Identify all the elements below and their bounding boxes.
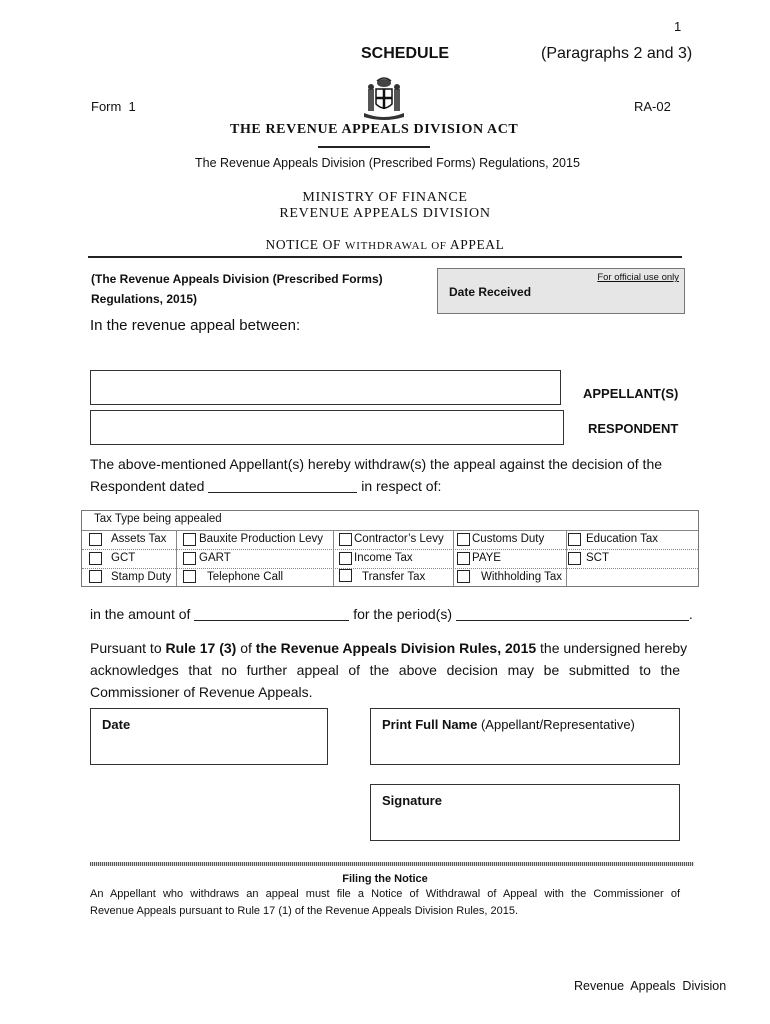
gct-checkbox[interactable]: [89, 552, 102, 565]
footer-label: Revenue Appeals Division: [574, 979, 727, 993]
paragraphs-ref: (Paragraphs 2 and 3): [541, 45, 693, 62]
act-title: THE REVENUE APPEALS DIVISION ACT: [230, 122, 519, 137]
notice-part-4: APPEAL: [449, 237, 505, 252]
pursuant-line-3: Commissioner of Revenue Appeals.: [90, 684, 313, 700]
period-label: for the period(s): [353, 606, 453, 622]
form-code: RA-02: [634, 99, 671, 114]
withdraw-text-2: [90, 478, 441, 494]
schedule-heading: SCHEDULE: [361, 45, 450, 62]
stamp-duty-label: Stamp Duty: [111, 571, 172, 583]
amount-period-line: [90, 606, 693, 622]
date-label: Date: [102, 717, 131, 732]
period-end: .: [688, 606, 693, 622]
page-number: 1: [674, 19, 682, 34]
appellant-label: APPELLANT(S): [583, 386, 679, 401]
paye-checkbox[interactable]: [457, 552, 470, 565]
tax-type-header: Tax Type being appealed: [94, 513, 222, 525]
table-col-1: [176, 530, 177, 586]
division: REVENUE APPEALS DIVISION: [279, 206, 491, 221]
pursuant-rule: Rule 17 (3): [165, 640, 237, 656]
print-name-sub: (Appellant/Representative): [477, 717, 635, 732]
filing-line-1: An Appellant who withdraws an appeal must file a Notice of Withdrawal of Appeal with the Commissioner of: [90, 888, 680, 900]
between-label: In the revenue appeal between:: [90, 317, 301, 334]
act-title-rule: [318, 146, 430, 148]
telephone-call-label: Telephone Call: [207, 571, 284, 583]
regulations-ref-1: (The Revenue Appeals Division (Prescribed Forms): [91, 272, 383, 286]
transfer-tax-checkbox[interactable]: [339, 569, 352, 582]
bauxite-levy-label: Bauxite Production Levy: [199, 533, 324, 545]
form-label: Form 1: [91, 99, 136, 114]
contractors-levy-checkbox[interactable]: [339, 533, 352, 546]
pursuant-rules-name: the Revenue Appeals Division Rules, 2015: [255, 640, 537, 656]
amount-label: in the amount of: [90, 606, 191, 622]
table-col-3: [453, 530, 454, 586]
amount-blank[interactable]: [194, 606, 349, 621]
notice-part-3: OF: [427, 240, 450, 252]
regulations-line: The Revenue Appeals Division (Prescribed Forms) Regulations, 2015: [195, 156, 580, 170]
contractors-levy-label: Contractor’s Levy: [354, 533, 444, 545]
assets-tax-label: Assets Tax: [111, 533, 167, 545]
filing-rule: [90, 862, 694, 866]
pursuant-line-2: acknowledges that no further appeal of the above decision may be submitted to the: [90, 662, 680, 678]
in-respect-of-label: in respect of:: [361, 478, 442, 494]
gart-checkbox[interactable]: [183, 552, 196, 565]
sct-checkbox[interactable]: [568, 552, 581, 565]
sct-label: SCT: [586, 552, 609, 564]
education-tax-checkbox[interactable]: [568, 533, 581, 546]
pursuant-line-1: [90, 640, 688, 656]
pursuant-a: Pursuant to: [90, 640, 166, 656]
withholding-tax-label: Withholding Tax: [481, 571, 562, 583]
date-received-label: Date Received: [449, 285, 532, 299]
table-col-2: [333, 530, 334, 586]
date-field[interactable]: [90, 708, 328, 765]
bauxite-levy-checkbox[interactable]: [183, 533, 196, 546]
table-col-4: [566, 530, 567, 586]
withdraw-text-1: The above-mentioned Appellant(s) hereby withdraw(s) the appeal against the decision of the: [90, 456, 663, 472]
official-use-note: For official use only: [597, 272, 679, 283]
respondent-dated-label: Respondent dated: [90, 478, 205, 494]
telephone-call-checkbox[interactable]: [183, 570, 196, 583]
ministry: MINISTRY OF FINANCE: [302, 190, 468, 205]
customs-duty-label: Customs Duty: [472, 533, 545, 545]
notice-rule: [88, 256, 682, 258]
regulations-ref-2: Regulations, 2015): [91, 292, 198, 306]
print-name-field[interactable]: [370, 708, 680, 765]
respondent-label: RESPONDENT: [588, 421, 679, 436]
education-tax-label: Education Tax: [586, 533, 659, 545]
filing-title: Filing the Notice: [342, 873, 428, 885]
withholding-tax-checkbox[interactable]: [457, 570, 470, 583]
table-rule-2: [82, 549, 698, 550]
official-use-box: [437, 268, 685, 314]
print-name-label: [382, 717, 635, 732]
table-rule-1: [82, 530, 698, 531]
respondent-date-blank[interactable]: [208, 478, 357, 493]
signature-label: Signature: [382, 793, 442, 808]
pursuant-e: the undersigned hereby: [536, 640, 688, 656]
respondent-field[interactable]: [90, 410, 564, 445]
notice-part-2: WITHDRAWAL: [345, 240, 428, 252]
coat-of-arms-emblem: [359, 77, 409, 121]
signature-field[interactable]: [370, 784, 680, 841]
appellant-field[interactable]: [90, 370, 561, 405]
filing-line-2: Revenue Appeals pursuant to Rule 17 (1) of the Revenue Appeals Division Rules, 2015.: [90, 905, 519, 917]
income-tax-label: Income Tax: [354, 552, 413, 564]
transfer-tax-label: Transfer Tax: [362, 571, 426, 583]
notice-title: [0, 237, 770, 253]
pursuant-of: of: [236, 640, 256, 656]
period-blank[interactable]: [456, 606, 689, 621]
paye-label: PAYE: [472, 552, 501, 564]
gart-label: GART: [199, 552, 231, 564]
print-name-title: Print Full Name: [382, 717, 478, 732]
gct-label: GCT: [111, 552, 136, 564]
table-rule-3: [82, 568, 698, 569]
assets-tax-checkbox[interactable]: [89, 533, 102, 546]
income-tax-checkbox[interactable]: [339, 552, 352, 565]
stamp-duty-checkbox[interactable]: [89, 570, 102, 583]
customs-duty-checkbox[interactable]: [457, 533, 470, 546]
notice-part-1: NOTICE OF: [265, 237, 346, 252]
